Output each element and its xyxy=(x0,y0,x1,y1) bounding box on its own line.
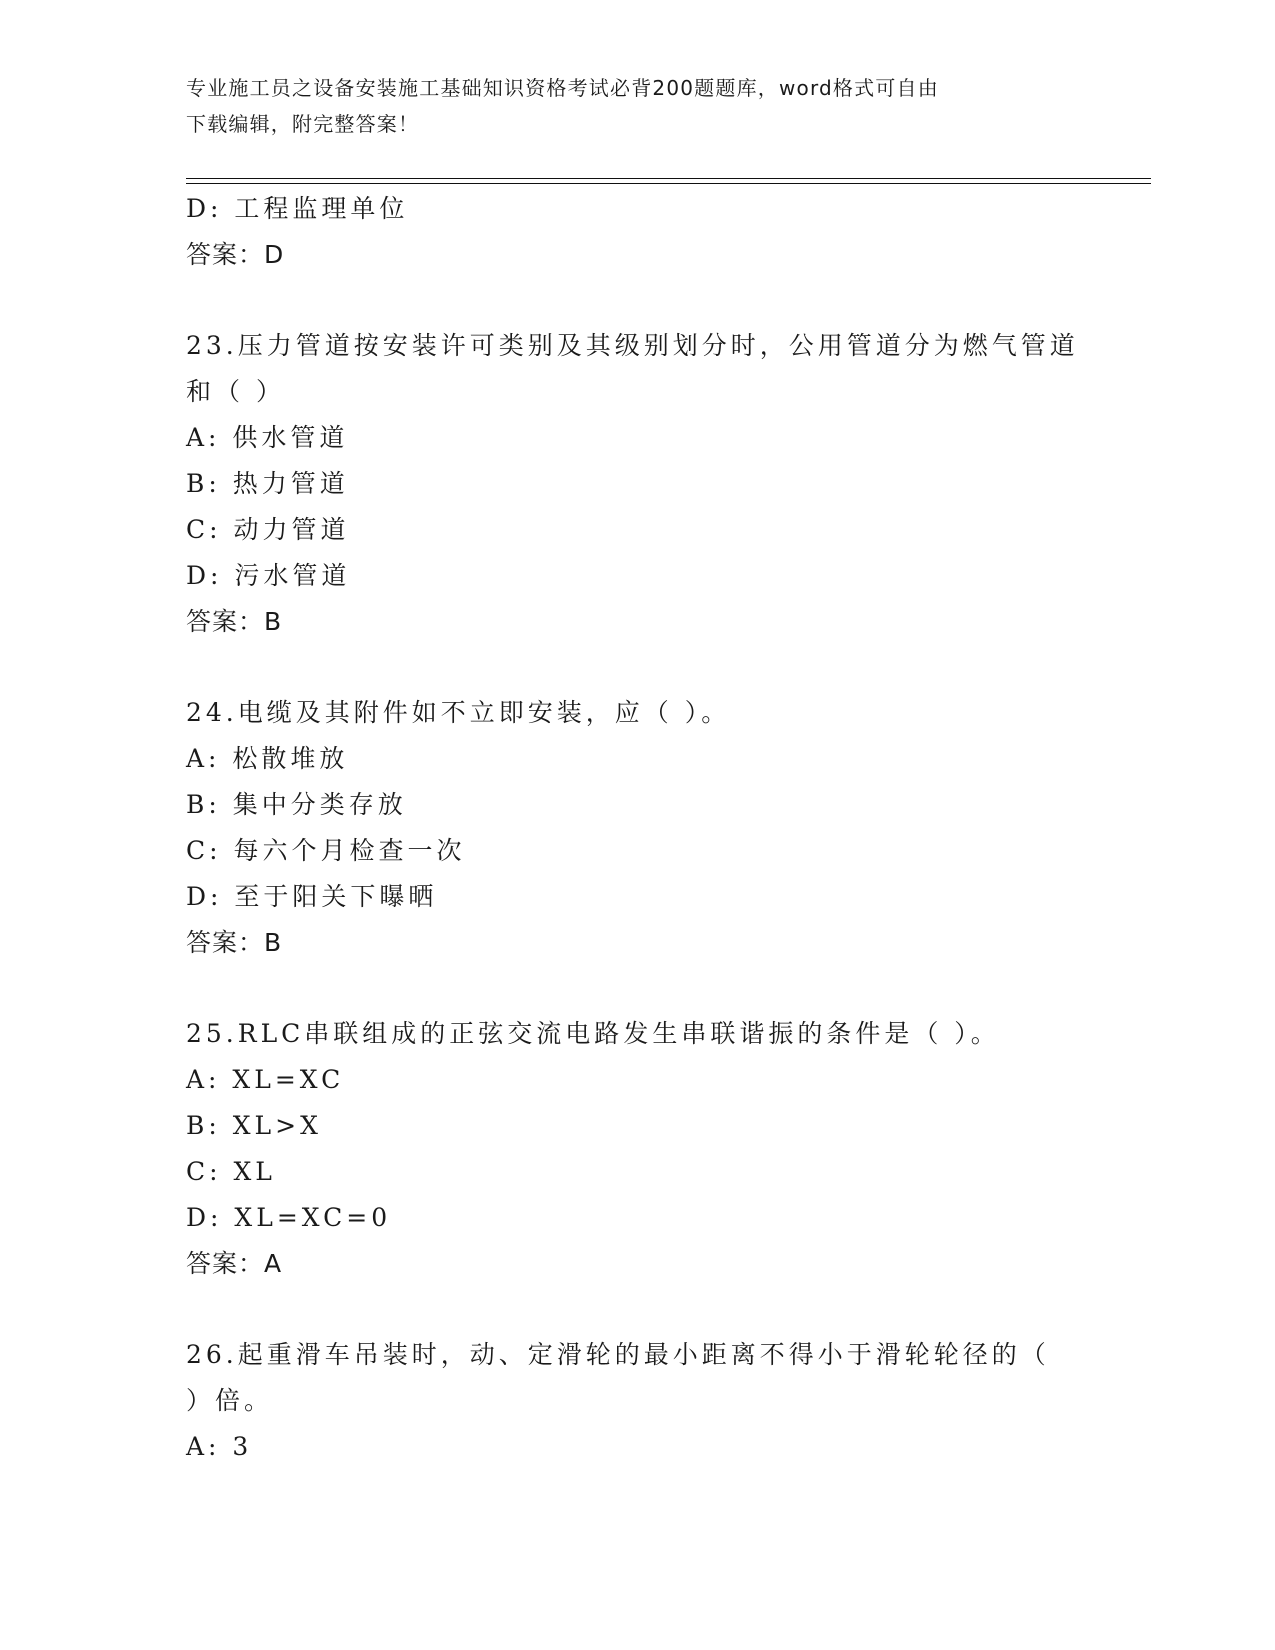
question-text-line-2: 和（ ） xyxy=(186,377,285,406)
option-d: D: 工程监理单位 xyxy=(186,194,409,223)
question-26 xyxy=(186,1332,1106,1470)
header-line-2: 下载编辑，附完整答案！ xyxy=(186,112,420,136)
question-content xyxy=(186,186,1106,1470)
option-d: D: XL=XC=0 xyxy=(186,1203,392,1232)
question-text-line-1: 26.起重滑车吊装时，动、定滑轮的最小距离不得小于滑轮轮径的（ xyxy=(186,1340,1050,1369)
answer-line: 答案：B xyxy=(186,607,283,636)
option-a: A: 3 xyxy=(186,1432,253,1461)
question-text-line-1: 23.压力管道按安装许可类别及其级别划分时，公用管道分为燃气管道 xyxy=(186,331,1079,360)
document-header xyxy=(186,70,1086,142)
option-b: B: 热力管道 xyxy=(186,469,349,498)
option-b: B: XL>X xyxy=(186,1111,322,1140)
option-a: A: 供水管道 xyxy=(186,423,349,452)
option-d: D: 至于阳关下曝晒 xyxy=(186,882,438,911)
option-c: C: 每六个月检查一次 xyxy=(186,836,466,865)
header-rule-bottom xyxy=(186,183,1151,184)
answer-line: 答案：B xyxy=(186,928,283,957)
option-a: A: 松散堆放 xyxy=(186,744,349,773)
question-text-line-2: ）倍。 xyxy=(186,1386,274,1415)
question-25 xyxy=(186,1011,1106,1287)
option-d: D: 污水管道 xyxy=(186,561,351,590)
question-text-line-1: 24.电缆及其附件如不立即安装，应（ ）。 xyxy=(186,698,731,727)
option-c: C: 动力管道 xyxy=(186,515,350,544)
question-23 xyxy=(186,323,1106,645)
option-a: A: XL=XC xyxy=(186,1065,345,1094)
option-c: C: XL xyxy=(186,1157,276,1186)
question-text-line-1: 25.RLC串联组成的正弦交流电路发生串联谐振的条件是（ ）。 xyxy=(186,1019,1000,1048)
option-b: B: 集中分类存放 xyxy=(186,790,407,819)
previous-question-tail xyxy=(186,186,1106,278)
answer-line: 答案：A xyxy=(186,1249,283,1278)
header-line-1: 专业施工员之设备安装施工基础知识资格考试必背200题题库，word格式可自由 xyxy=(186,76,939,100)
header-rule-top xyxy=(186,178,1151,179)
question-24 xyxy=(186,690,1106,966)
answer-line: 答案：D xyxy=(186,240,285,269)
